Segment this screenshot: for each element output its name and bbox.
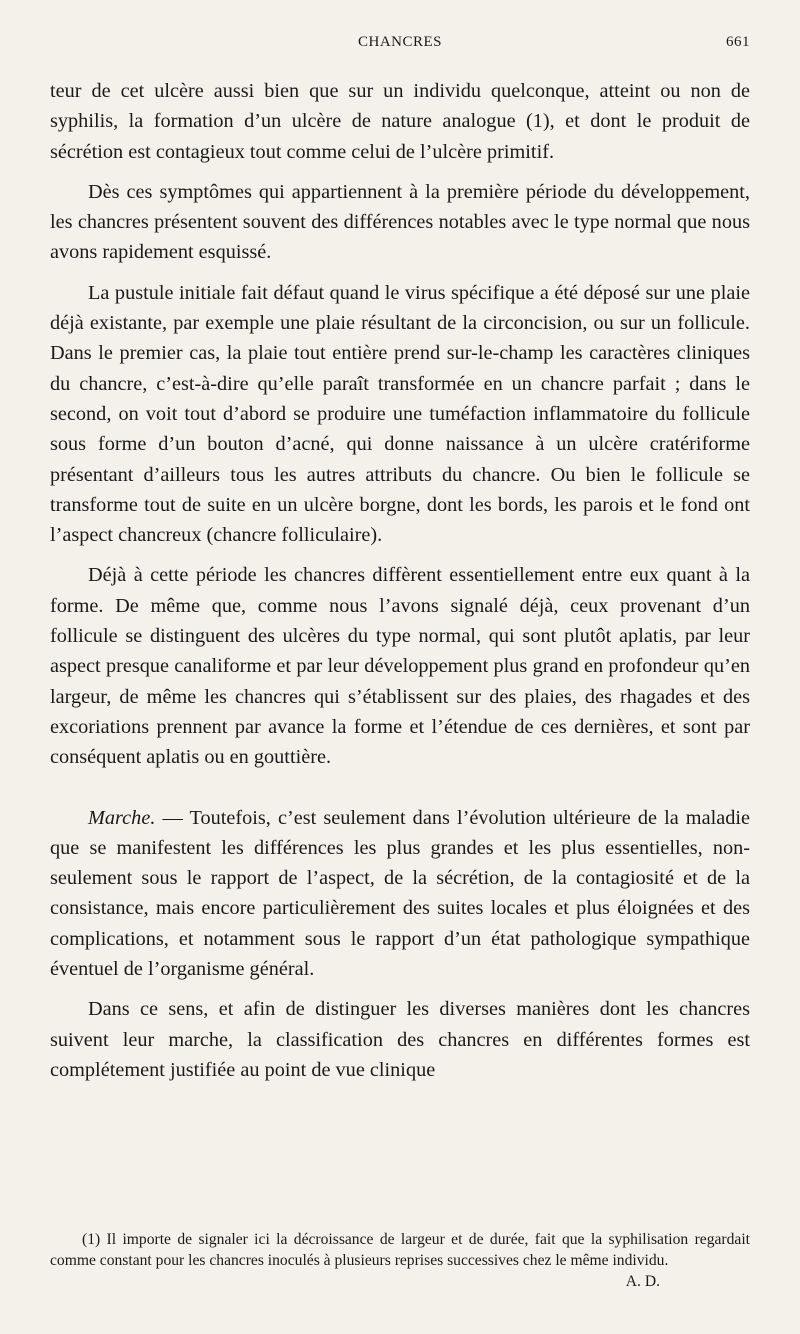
paragraph: Déjà à cette période les chancres diffèrent essentiellement entre eux quant à la forme. De même que, comme nous l’avons signalé déjà, ceux provenant d’un follicule se distinguent des ulcères du type normal, qui sont plutôt aplatis, par leur aspect presque canaliforme et par leur développement plus grand en profondeur qu’en largeur, de même les chancres qui s’établissent sur des plaies, des rhagades et des excoriations prennent par avance la forme et l’étendue de ces dernières, et sont par conséquent aplatis ou en gouttière. [50,564,750,769]
paragraph-continuation: teur de cet ulcère aussi bien que sur un individu quelconque, atteint ou non de syphilis, la formation d’un ulcère de nature analogue (1), et dont le produit de sécrétion est contagieux tout comme celui de l’ulcère primitif. [50,80,750,163]
footnote-text: (1) Il importe de signaler ici la décroissance de largeur et de durée, fait que la syphilisation regardait comme constant pour les chancres inoculés à plusieurs reprises successives chez le même individu. [50,1231,750,1269]
footnote-area [50,1229,750,1292]
paragraph: Dès ces symptômes qui appartiennent à la première période du développement, les chancres présentent souvent des différences notables avec le type normal que nous avons rapidement esquissé. [50,180,750,264]
paragraph: Dans ce sens, et afin de distinguer les diverses manières dont les chancres suivent leur marche, la classification des chancres en différentes formes est complétement justifiée au point de vue clinique [50,998,750,1081]
footnote-author: A. D. [625,1273,660,1290]
paragraph: La pustule initiale fait défaut quand le virus spécifique a été déposé sur une plaie déjà existante, par exemple une plaie résultant de la circoncision, ou sur un follicule. Dans le premier cas, la plaie tout entière prend sur-le-champ les caractères cliniques du chancre, c’est-à-dire qu’elle paraît transformée en un chancre parfait ; dans le second, on voit tout d’abord se produire une tuméfaction inflammatoire du follicule sous forme d’un bouton d’acné, qui donne naissance à un ulcère cratériforme présentant d’ailleurs tous les autres attributs du chancre. Ou bien le follicule se transforme tout de suite en un ulcère borgne, dont les bords, les parois et le fond ont l’aspect chancreux (chancre folliculaire). [50,281,750,547]
footnote [50,1229,750,1290]
running-header [50,34,750,60]
main-text [50,76,750,1085]
section-paragraph-marche [50,803,750,985]
section-lead-marche: Marche. [88,806,156,829]
running-title: CHANCRES [357,34,443,50]
section-text-marche: — Toutefois, c’est seulement dans l’évolution ultérieure de la maladie que se manifestent les différences les plus grandes et les plus essentielles, non-seulement sous le rapport de l’aspect, de la sécrétion, de la contagiosité et de la consistance, mais encore particulièrement des suites locales et plus éloignées et des complications, et notamment sous le rapport d’un état pathologique sympathique éventuel de l’organisme général. [50,806,750,981]
page-number: 661 [726,34,750,50]
